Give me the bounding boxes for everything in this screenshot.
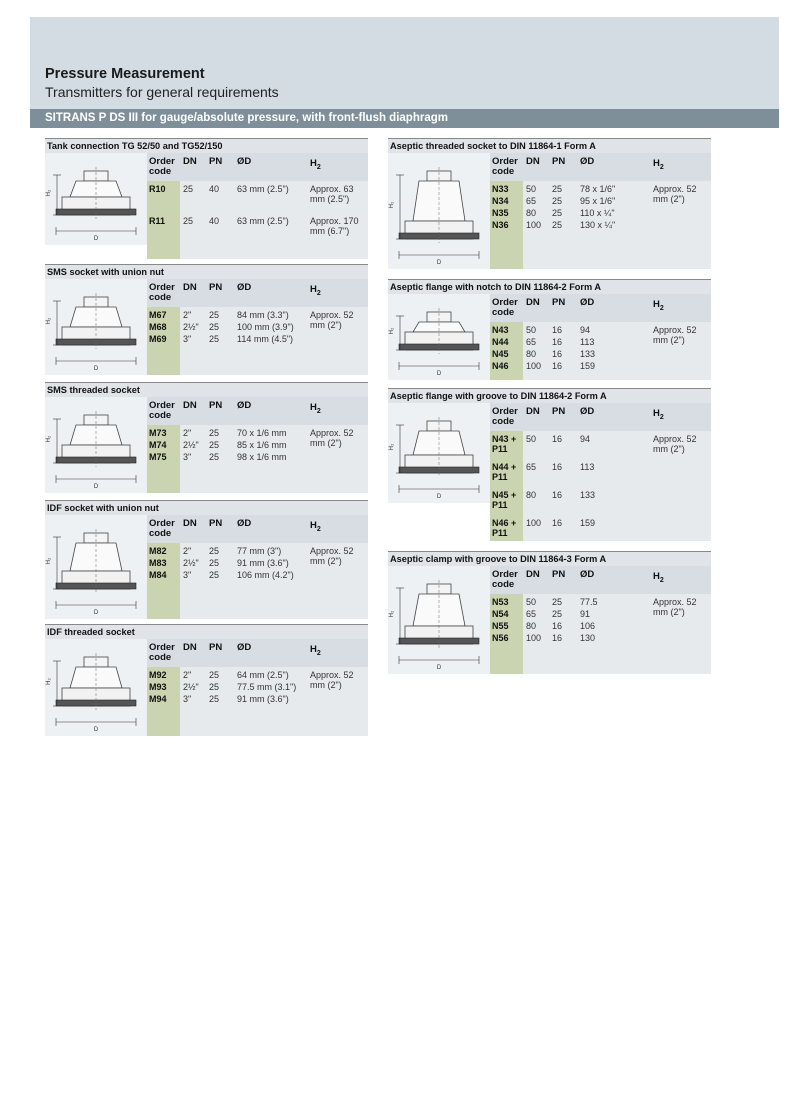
section-body bbox=[388, 566, 711, 674]
pn-value: 16 bbox=[552, 349, 563, 359]
order-code: N33 bbox=[492, 184, 509, 194]
col-h2: $H_2$ bbox=[653, 299, 664, 312]
table-body bbox=[147, 181, 368, 259]
table-body bbox=[490, 322, 711, 380]
dn-value: 65 bbox=[526, 462, 537, 472]
order-code: N44 bbox=[492, 337, 509, 347]
order-code: M74 bbox=[149, 440, 167, 450]
table-body bbox=[147, 543, 368, 619]
h2-dimension-label: H₂ bbox=[46, 189, 52, 197]
col-dn: DN bbox=[526, 297, 540, 308]
dn-value: 2½" bbox=[183, 558, 199, 568]
fitting-drawing bbox=[45, 279, 147, 375]
h2-value: Approx. 63 mm (2.5") bbox=[310, 184, 354, 204]
od-value: 77.5 bbox=[580, 597, 598, 607]
connection-section bbox=[45, 382, 368, 493]
pn-value: 25 bbox=[209, 428, 220, 438]
spec-table bbox=[147, 515, 368, 619]
h2-dimension-label: H₂ bbox=[389, 327, 395, 335]
table-body bbox=[147, 667, 368, 736]
col-dn: DN bbox=[183, 156, 197, 167]
table-header bbox=[490, 153, 711, 181]
od-value: 91 bbox=[580, 609, 591, 619]
order-code: N43 + P11 bbox=[492, 434, 517, 454]
dn-value: 2½" bbox=[183, 440, 199, 450]
h2-value: Approx. 52 mm (2") bbox=[653, 597, 697, 617]
spec-table bbox=[147, 153, 368, 259]
od-value: 63 mm (2.5") bbox=[237, 216, 289, 226]
h2-dimension-label: H₂ bbox=[389, 201, 395, 209]
pn-value: 25 bbox=[209, 682, 220, 692]
od-value: 130 x ¼" bbox=[580, 220, 616, 230]
od-value: 84 mm (3.3") bbox=[237, 310, 289, 320]
pn-value: 16 bbox=[552, 434, 563, 444]
drawing-cell bbox=[45, 639, 147, 736]
connection-section bbox=[45, 264, 368, 375]
col-order-code: Order code bbox=[149, 518, 175, 539]
col-pn: PN bbox=[209, 156, 223, 167]
dn-value: 50 bbox=[526, 184, 537, 194]
connection-section bbox=[388, 551, 711, 674]
pn-value: 25 bbox=[209, 570, 220, 580]
col-h2: $H_2$ bbox=[310, 520, 321, 533]
od-value: 100 mm (3.9") bbox=[237, 322, 294, 332]
section-title: Aseptic flange with groove to DIN 11864-2 Form A bbox=[388, 388, 711, 403]
table-header bbox=[147, 279, 368, 307]
pn-value: 25 bbox=[552, 609, 563, 619]
section-title: IDF threaded socket bbox=[45, 624, 368, 639]
h2-value: Approx. 52 mm (2") bbox=[310, 670, 354, 690]
dn-value: 2½" bbox=[183, 682, 199, 692]
spec-table bbox=[490, 403, 711, 541]
fitting-drawing bbox=[388, 294, 490, 380]
col-order-code: Order code bbox=[492, 297, 518, 318]
col-h2: $H_2$ bbox=[310, 644, 321, 657]
connection-section bbox=[388, 388, 711, 541]
od-value: 159 bbox=[580, 361, 596, 371]
table-header bbox=[147, 153, 368, 181]
col-pn: PN bbox=[209, 282, 223, 293]
dn-value: 2" bbox=[183, 310, 192, 320]
od-value: 113 bbox=[580, 462, 595, 472]
fitting-drawing bbox=[45, 153, 147, 245]
col-pn: PN bbox=[552, 297, 566, 308]
dn-value: 2" bbox=[183, 428, 192, 438]
order-code: R10 bbox=[149, 184, 166, 194]
pn-value: 25 bbox=[209, 322, 220, 332]
h2-value: Approx. 52 mm (2") bbox=[310, 428, 354, 448]
section-body bbox=[388, 153, 711, 269]
col-od: ØD bbox=[237, 518, 252, 529]
od-value: 159 bbox=[580, 518, 596, 528]
od-value: 98 x 1/6 mm bbox=[237, 452, 287, 462]
section-title: SMS socket with union nut bbox=[45, 264, 368, 279]
pn-value: 25 bbox=[552, 220, 563, 230]
od-value: 63 mm (2.5") bbox=[237, 184, 289, 194]
h2-dimension-label: H₂ bbox=[46, 435, 52, 443]
pn-value: 16 bbox=[552, 325, 563, 335]
col-pn: PN bbox=[209, 400, 223, 411]
order-code: N45 + P11 bbox=[492, 490, 517, 510]
h2-dimension-label: H₂ bbox=[389, 443, 395, 451]
pn-value: 25 bbox=[209, 452, 220, 462]
d-dimension-label: D bbox=[93, 484, 99, 490]
pn-value: 25 bbox=[552, 208, 563, 218]
section-title: SMS threaded socket bbox=[45, 382, 368, 397]
d-dimension-label: D bbox=[93, 727, 99, 733]
od-value: 95 x 1/6" bbox=[580, 196, 616, 206]
d-dimension-label: D bbox=[436, 260, 442, 266]
table-body bbox=[490, 181, 711, 269]
od-value: 70 x 1/6 mm bbox=[237, 428, 287, 438]
od-value: 130 bbox=[580, 633, 596, 643]
dn-value: 2½" bbox=[183, 322, 199, 332]
dn-value: 65 bbox=[526, 196, 537, 206]
dn-value: 25 bbox=[183, 216, 194, 226]
drawing-cell bbox=[388, 294, 490, 380]
d-dimension-label: D bbox=[93, 610, 99, 616]
dn-value: 100 bbox=[526, 361, 542, 371]
dn-value: 2" bbox=[183, 546, 192, 556]
dn-value: 3" bbox=[183, 452, 192, 462]
od-value: 77.5 mm (3.1") bbox=[237, 682, 297, 692]
col-od: ØD bbox=[580, 297, 595, 308]
h2-dimension-label: H₂ bbox=[46, 678, 52, 685]
order-code: N44 + P11 bbox=[492, 462, 517, 482]
dn-value: 100 bbox=[526, 633, 542, 643]
col-h2: $H_2$ bbox=[310, 402, 321, 415]
dn-value: 3" bbox=[183, 334, 192, 344]
col-dn: DN bbox=[183, 518, 197, 529]
page-subtitle: Transmitters for general requirements bbox=[45, 84, 279, 100]
connection-section bbox=[388, 138, 711, 269]
od-value: 91 mm (3.6") bbox=[237, 694, 289, 704]
od-value: 64 mm (2.5") bbox=[237, 670, 289, 680]
pn-value: 25 bbox=[209, 670, 220, 680]
pn-value: 25 bbox=[552, 597, 563, 607]
dn-value: 2" bbox=[183, 670, 192, 680]
table-body bbox=[147, 425, 368, 493]
dn-value: 3" bbox=[183, 694, 192, 704]
od-value: 77 mm (3") bbox=[237, 546, 282, 556]
d-dimension-label: D bbox=[436, 665, 442, 671]
section-body bbox=[388, 294, 711, 380]
col-h2: $H_2$ bbox=[310, 158, 321, 171]
section-body bbox=[45, 639, 368, 736]
order-code: N45 bbox=[492, 349, 509, 359]
order-code: M68 bbox=[149, 322, 167, 332]
spec-table bbox=[147, 639, 368, 736]
table-body bbox=[490, 594, 711, 674]
dn-value: 25 bbox=[183, 184, 194, 194]
col-dn: DN bbox=[526, 406, 540, 417]
col-od: ØD bbox=[580, 569, 595, 580]
col-h2: $H_2$ bbox=[653, 158, 664, 171]
connection-section bbox=[45, 500, 368, 619]
order-code: M67 bbox=[149, 310, 167, 320]
fitting-drawing bbox=[388, 153, 490, 269]
od-value: 106 bbox=[580, 621, 596, 631]
drawing-cell bbox=[45, 153, 147, 245]
pn-value: 40 bbox=[209, 216, 220, 226]
header-panel bbox=[30, 17, 779, 109]
section-title: IDF socket with union nut bbox=[45, 500, 368, 515]
order-code: N56 bbox=[492, 633, 509, 643]
od-value: 133 bbox=[580, 490, 596, 500]
col-dn: DN bbox=[526, 569, 540, 580]
table-header bbox=[490, 566, 711, 594]
section-body bbox=[388, 403, 711, 541]
drawing-cell bbox=[388, 153, 490, 269]
order-code: N36 bbox=[492, 220, 509, 230]
connection-section bbox=[45, 138, 368, 259]
pn-value: 16 bbox=[552, 490, 563, 500]
col-od: ØD bbox=[580, 406, 595, 417]
col-dn: DN bbox=[526, 156, 540, 167]
dn-value: 80 bbox=[526, 208, 537, 218]
drawing-cell bbox=[45, 279, 147, 375]
pn-value: 25 bbox=[209, 334, 220, 344]
connection-section bbox=[388, 279, 711, 380]
h2-value: Approx. 170 mm (6.7") bbox=[310, 216, 359, 236]
order-code: N46 bbox=[492, 361, 509, 371]
dn-value: 80 bbox=[526, 490, 537, 500]
pn-value: 25 bbox=[209, 440, 220, 450]
section-body bbox=[45, 153, 368, 259]
section-title: Aseptic flange with notch to DIN 11864-2 Form A bbox=[388, 279, 711, 294]
table-body bbox=[490, 431, 711, 541]
pn-value: 16 bbox=[552, 361, 563, 371]
order-code: N43 bbox=[492, 325, 509, 335]
dn-value: 65 bbox=[526, 337, 537, 347]
pn-value: 40 bbox=[209, 184, 220, 194]
fitting-drawing bbox=[388, 566, 490, 674]
h2-value: Approx. 52 mm (2") bbox=[653, 184, 697, 204]
dn-value: 3" bbox=[183, 570, 192, 580]
h2-dimension-label: H₂ bbox=[46, 557, 52, 565]
drawing-cell bbox=[45, 515, 147, 619]
col-dn: DN bbox=[183, 282, 197, 293]
col-od: ØD bbox=[237, 156, 252, 167]
col-pn: PN bbox=[552, 406, 566, 417]
pn-value: 25 bbox=[209, 558, 220, 568]
col-order-code: Order code bbox=[149, 282, 175, 303]
col-h2: $H_2$ bbox=[653, 408, 664, 421]
pn-value: 25 bbox=[552, 184, 563, 194]
dn-value: 50 bbox=[526, 325, 537, 335]
col-h2: $H_2$ bbox=[653, 571, 664, 584]
col-order-code: Order code bbox=[492, 569, 518, 590]
od-value: 94 bbox=[580, 434, 591, 444]
h2-value: Approx. 52 mm (2") bbox=[310, 546, 354, 566]
col-h2: $H_2$ bbox=[310, 284, 321, 297]
pn-value: 16 bbox=[552, 633, 563, 643]
h2-dimension-label: H₂ bbox=[46, 317, 52, 325]
od-value: 110 x ¼" bbox=[580, 208, 615, 218]
order-code: N35 bbox=[492, 208, 509, 218]
od-value: 133 bbox=[580, 349, 596, 359]
order-code: M84 bbox=[149, 570, 167, 580]
pn-value: 25 bbox=[209, 310, 220, 320]
spec-table bbox=[147, 279, 368, 375]
od-value: 85 x 1/6 mm bbox=[237, 440, 287, 450]
spec-table bbox=[147, 397, 368, 493]
od-value: 94 bbox=[580, 325, 591, 335]
h2-value: Approx. 52 mm (2") bbox=[310, 310, 354, 330]
section-body bbox=[45, 279, 368, 375]
order-code: M83 bbox=[149, 558, 167, 568]
product-band: SITRANS P DS III for gauge/absolute pressure, with front-flush diaphragm bbox=[30, 109, 779, 128]
table-body bbox=[147, 307, 368, 375]
order-code: N54 bbox=[492, 609, 509, 619]
od-value: 106 mm (4.2") bbox=[237, 570, 294, 580]
section-title: Aseptic threaded socket to DIN 11864-1 Form A bbox=[388, 138, 711, 153]
section-body bbox=[45, 397, 368, 493]
spec-table bbox=[490, 294, 711, 380]
col-pn: PN bbox=[552, 569, 566, 580]
section-body bbox=[45, 515, 368, 619]
dn-value: 80 bbox=[526, 349, 537, 359]
pn-value: 16 bbox=[552, 462, 563, 472]
h2-value: Approx. 52 mm (2") bbox=[653, 434, 697, 454]
fitting-drawing bbox=[388, 403, 490, 503]
table-header bbox=[490, 403, 711, 431]
dn-value: 50 bbox=[526, 434, 537, 444]
col-pn: PN bbox=[209, 518, 223, 529]
order-code: M92 bbox=[149, 670, 167, 680]
col-order-code: Order code bbox=[149, 156, 175, 177]
col-od: ØD bbox=[237, 642, 252, 653]
col-dn: DN bbox=[183, 400, 197, 411]
spec-table bbox=[490, 566, 711, 674]
col-pn: PN bbox=[209, 642, 223, 653]
section-title: Aseptic clamp with groove to DIN 11864-3 Form A bbox=[388, 551, 711, 566]
order-code: N46 + P11 bbox=[492, 518, 517, 538]
page-title: Pressure Measurement bbox=[45, 66, 205, 82]
table-header bbox=[147, 397, 368, 425]
col-od: ØD bbox=[237, 400, 252, 411]
fitting-drawing bbox=[45, 397, 147, 493]
spec-table bbox=[490, 153, 711, 269]
order-code: N55 bbox=[492, 621, 509, 631]
pn-value: 25 bbox=[552, 196, 563, 206]
order-code: M69 bbox=[149, 334, 167, 344]
pn-value: 25 bbox=[209, 694, 220, 704]
dn-value: 50 bbox=[526, 597, 537, 607]
dn-value: 100 bbox=[526, 220, 542, 230]
order-code: M93 bbox=[149, 682, 167, 692]
od-value: 114 mm (4.5") bbox=[237, 334, 294, 344]
d-dimension-label: D bbox=[93, 236, 99, 242]
table-header bbox=[147, 639, 368, 667]
dn-value: 100 bbox=[526, 518, 542, 528]
dn-value: 80 bbox=[526, 621, 537, 631]
order-code: M75 bbox=[149, 452, 167, 462]
col-od: ØD bbox=[580, 156, 595, 167]
fitting-drawing bbox=[45, 639, 147, 736]
drawing-cell bbox=[45, 397, 147, 493]
connection-section bbox=[45, 624, 368, 736]
col-od: ØD bbox=[237, 282, 252, 293]
order-code: N34 bbox=[492, 196, 509, 206]
drawing-cell bbox=[388, 566, 490, 674]
pn-value: 16 bbox=[552, 337, 563, 347]
col-order-code: Order code bbox=[149, 642, 175, 663]
od-value: 78 x 1/6" bbox=[580, 184, 616, 194]
pn-value: 16 bbox=[552, 518, 563, 528]
od-value: 91 mm (3.6") bbox=[237, 558, 289, 568]
order-code: M73 bbox=[149, 428, 167, 438]
drawing-cell bbox=[388, 403, 490, 503]
pn-value: 25 bbox=[209, 546, 220, 556]
col-pn: PN bbox=[552, 156, 566, 167]
order-code: N53 bbox=[492, 597, 509, 607]
fitting-drawing bbox=[45, 515, 147, 619]
od-value: 113 bbox=[580, 337, 595, 347]
dn-value: 65 bbox=[526, 609, 537, 619]
col-order-code: Order code bbox=[492, 406, 518, 427]
h2-dimension-label: H₂ bbox=[389, 610, 395, 618]
h2-value: Approx. 52 mm (2") bbox=[653, 325, 697, 345]
d-dimension-label: D bbox=[436, 371, 442, 377]
order-code: M94 bbox=[149, 694, 167, 704]
table-header bbox=[147, 515, 368, 543]
order-code: M82 bbox=[149, 546, 167, 556]
order-code: R11 bbox=[149, 216, 166, 226]
col-order-code: Order code bbox=[492, 156, 518, 177]
d-dimension-label: D bbox=[93, 366, 99, 372]
section-title: Tank connection TG 52/50 and TG52/150 bbox=[45, 138, 368, 153]
table-header bbox=[490, 294, 711, 322]
col-dn: DN bbox=[183, 642, 197, 653]
col-order-code: Order code bbox=[149, 400, 175, 421]
pn-value: 16 bbox=[552, 621, 563, 631]
d-dimension-label: D bbox=[436, 494, 442, 500]
